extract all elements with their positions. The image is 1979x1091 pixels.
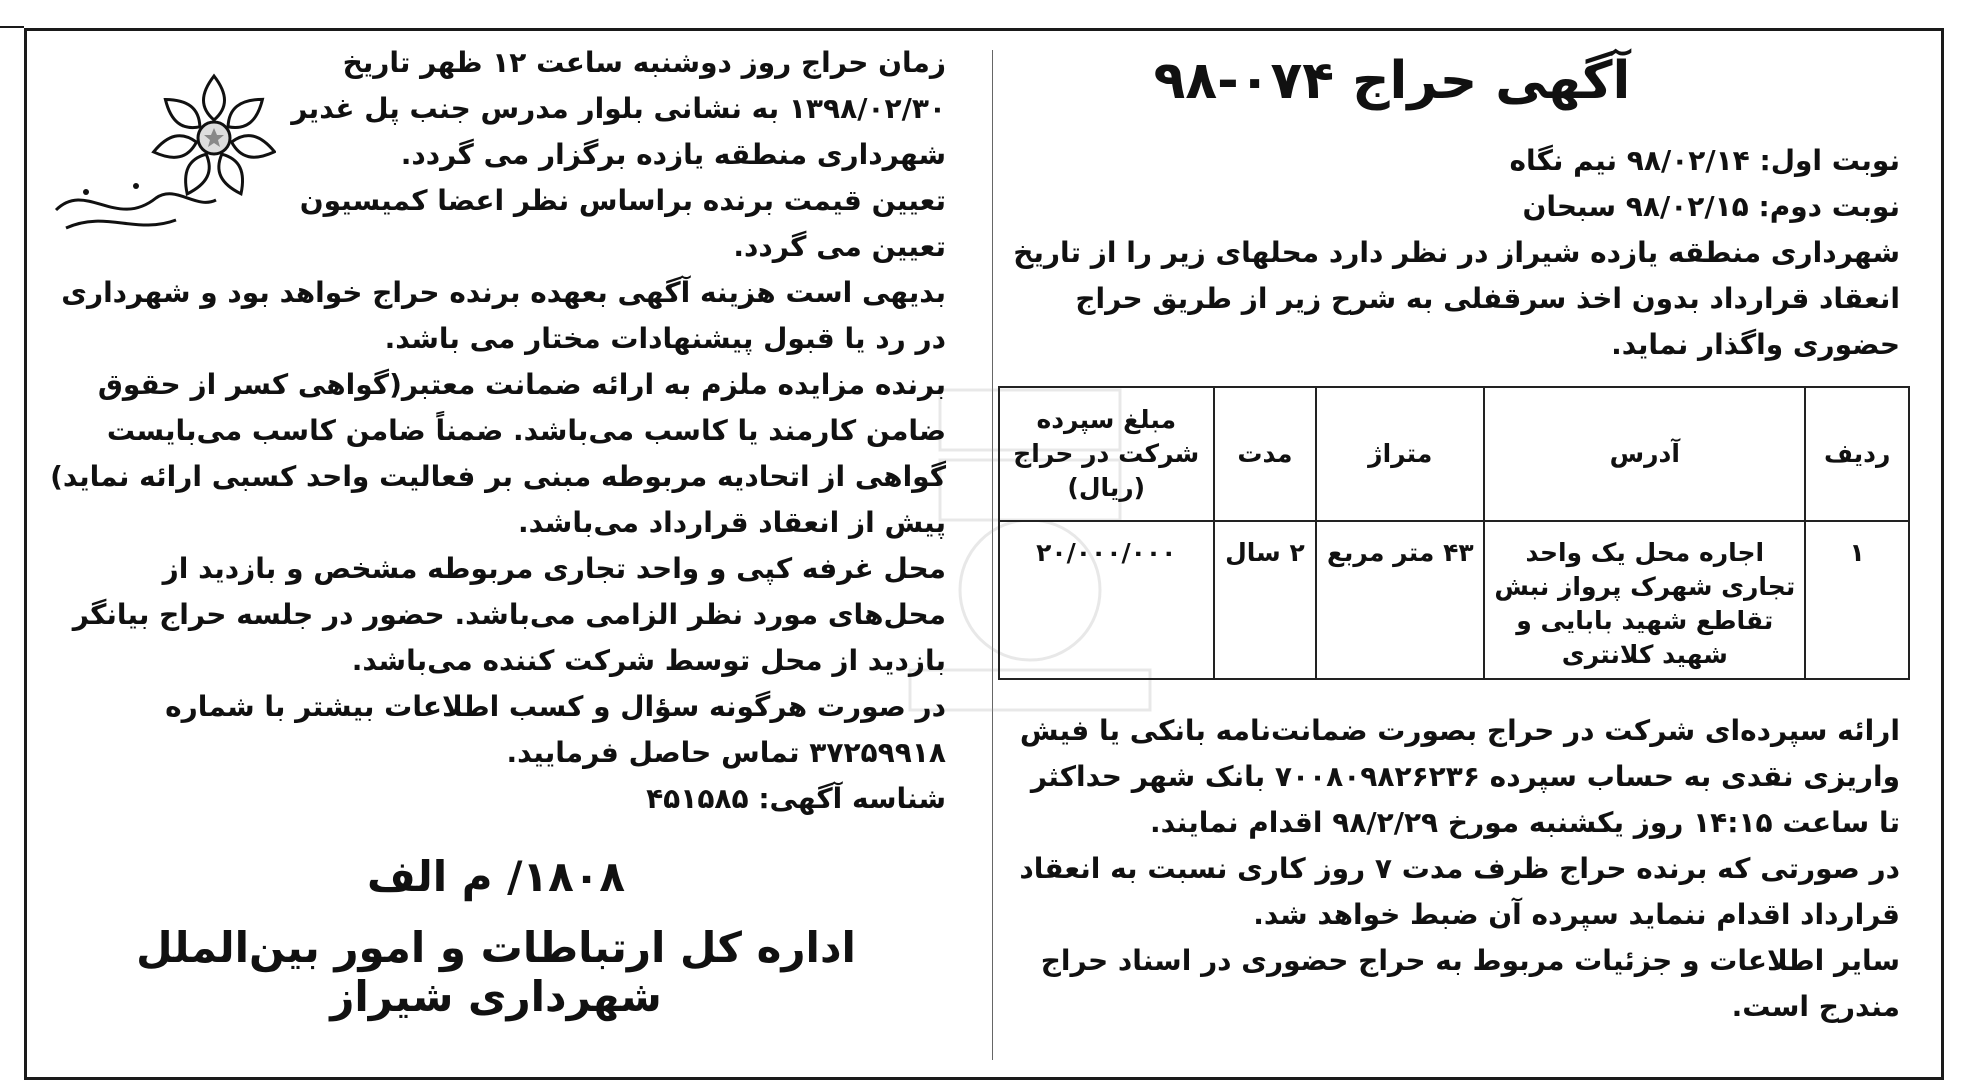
reference-code: ۱۸۰۸/ م الف xyxy=(366,852,626,901)
auction-table xyxy=(998,386,1910,680)
header-duration: مدت xyxy=(1214,387,1317,521)
top-edge-line xyxy=(0,26,24,28)
header-deposit: مبلغ سپرده شرکت در حراج (ریال) xyxy=(999,387,1214,521)
cost-paragraph: بدیهی است هزینه آگهی بعهده برنده حراج خواهد بود و شهرداری در رد یا قبول پیشنهادات مختار می باشد. xyxy=(61,276,946,355)
notice-title: آگهی حراج ۰۷۴-۹۸ xyxy=(1153,51,1631,111)
guarantee-paragraph: برنده مزایده ملزم به ارائه ضمانت معتبر(گواهی کسر از حقوق ضامن کارمند یا کاسب می‌باشد. ضمناً ضامن کاسب می‌بایست گواهی از اتحادیه مربوطه مبنی بر فعالیت واحد کسبی ارائه نماید) پیش از انعقاد قرارداد می‌باشد. xyxy=(50,368,946,539)
cell-area: ۴۳ متر مربع xyxy=(1316,521,1484,679)
price-paragraph: تعیین قیمت برنده براساس نظر اعضا کمیسیون تعیین می گردد. xyxy=(299,184,946,263)
time-place-paragraph: زمان حراج روز دوشنبه ساعت ۱۲ ظهر تاریخ ۱۳۹۸/۰۲/۳۰ به نشانی بلوار مدرس جنب پل غدیر شهرداری منطقه یازده برگزار می گردد. xyxy=(291,46,946,171)
cell-duration: ۲ سال xyxy=(1214,521,1317,679)
forfeit-paragraph: در صورتی که برنده حراج ظرف مدت ۷ روز کاری نسبت به انعقاد قرارداد اقدام ننماید سپرده آن ضبط خواهد شد. xyxy=(1019,852,1900,932)
first-notice: نوبت اول: ۹۸/۰۲/۱۴ نیم نگاه xyxy=(1509,144,1900,178)
cell-deposit: ۲۰/۰۰۰/۰۰۰ xyxy=(999,521,1214,679)
ad-id: شناسه آگهی: ۴۵۱۵۸۵ xyxy=(646,782,946,815)
deposit-paragraph: ارائه سپرده‌ای شرکت در حراج بصورت ضمانت‌نامه بانکی یا فیش واریزی نقدی به حساب سپرده ۷۰۰۸۰۹۸۲۶۲۳۶ بانک شهر حداکثر تا ساعت ۱۴:۱۵ روز یکشنبه مورخ ۹۸/۲/۲۹ اقدام نمایند. xyxy=(1019,714,1900,840)
table-row xyxy=(999,521,1909,679)
second-notice: نوبت دوم: ۹۸/۰۲/۱۵ سبحان xyxy=(1522,190,1900,224)
visit-paragraph: محل غرفه کپی و واحد تجاری مربوطه مشخص و بازدید از محل‌های مورد نظر الزامی می‌باشد. حضور در جلسه حراج بیانگر بازدید از محل توسط شرکت کننده می‌باشد. xyxy=(72,552,946,677)
contact-paragraph: در صورت هرگونه سؤال و کسب اطلاعات بیشتر با شماره ۳۷۲۵۹۹۱۸ تماس حاصل فرمایید. xyxy=(165,690,946,769)
other-info-paragraph: سایر اطلاعات و جزئیات مربوط به حراج حضوری در اسناد حراج مندرج است. xyxy=(1040,944,1900,1024)
intro-paragraph: شهرداری منطقه یازده شیراز در نظر دارد محلهای زیر را از تاریخ انعقاد قرارداد بدون اخذ سرقفلی به شرح زیر از طریق حراج حضوری واگذار نماید. xyxy=(1013,236,1900,362)
right-column xyxy=(1004,40,1900,1030)
left-column xyxy=(46,40,946,1021)
office-name: اداره کل ارتباطات و امور بین‌الملل شهرداری شیراز xyxy=(136,923,856,1021)
cell-row-number: ۱ xyxy=(1805,521,1909,679)
header-address: آدرس xyxy=(1484,387,1805,521)
header-area: متراژ xyxy=(1316,387,1484,521)
header-row-number: ردیف xyxy=(1805,387,1909,521)
table-header-row xyxy=(999,387,1909,521)
cell-address: اجاره محل یک واحد تجاری شهرک پرواز نبش تقاطع شهید بابایی و شهید کلانتری xyxy=(1484,521,1805,679)
